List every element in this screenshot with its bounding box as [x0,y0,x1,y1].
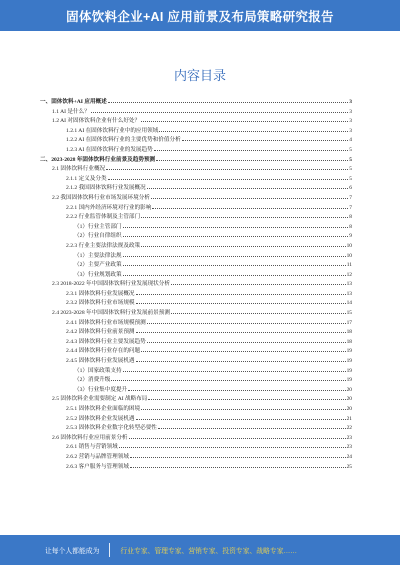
footer-divider [109,543,110,557]
toc-entry-label: 2.1.1 定义及分类 [66,175,107,182]
toc-entry[interactable] [40,229,352,239]
toc-entry-label: 一、固体饮料+AI 应用概述 [40,99,107,105]
toc-entry[interactable] [40,201,352,211]
toc-page-number: 21 [346,415,352,422]
toc-entry[interactable] [40,114,352,124]
toc-entry-label: 2.3.2 固体饮料行业市场规模 [66,300,135,307]
toc-entry-label: 1.2.2 AI 在固体饮料行业的主要优势和价值分析 [66,137,181,144]
toc-page-number: 13 [346,290,352,297]
report-title: 固体饮料企业+AI 应用前景及布局策略研究报告 [66,9,334,24]
toc-leader-dots [152,201,348,209]
toc-page-number: 3 [349,127,352,134]
toc-entry[interactable] [40,133,352,143]
toc-entry[interactable] [40,383,352,393]
toc-page-number: 19 [346,367,352,374]
toc-page-number: 8 [349,214,352,221]
toc-page-number: 23 [346,444,352,451]
toc-entry[interactable] [40,105,352,115]
toc-entry[interactable] [40,210,352,220]
toc-entry-label: 2.5.2 固体饮料企业发展机遇 [66,415,135,422]
toc-leader-dots [123,220,349,228]
toc-entry-label: 2.2.3 行业主要法律法规及政策 [66,242,141,249]
toc-entry-label: 2.4.3 固体饮料行业主要发展趋势 [66,338,146,345]
toc-page-number: 10 [346,252,352,259]
toc-entry-label: 2.2 我国固体饮料行业市场发展环境分析 [52,194,150,201]
toc-page-number: 17 [346,319,352,326]
toc-entry-label: （3）行业集中度提升 [74,386,128,393]
toc-page-number: 19 [346,358,352,365]
toc-leader-dots [171,306,346,314]
toc-page-number: 4 [349,137,352,144]
toc-leader-dots [141,114,348,122]
toc-entry-label: 1.2.3 AI 在固体饮料行业的发展趋势 [66,146,153,153]
toc-entry-label: （2）行业自律组织 [74,233,122,240]
toc-page-number: 20 [346,406,352,412]
toc-page-number: 23 [346,434,352,441]
report-footer [0,535,400,565]
toc-entry-label: 2.6.2 营销与品牌管理领域 [66,453,129,460]
toc-page-number: 3 [349,108,352,115]
toc-entry-label: 2.4.4 固体饮料行业存在的问题 [66,348,141,355]
toc-entry[interactable] [40,392,352,402]
toc-page-number: 14 [346,300,352,307]
toc-entry-label: （2）消费升级 [74,377,111,384]
toc-entry-label: 2.5.1 固体饮料企业面临的困境 [66,406,141,412]
toc-entry[interactable] [40,287,352,297]
toc-entry[interactable] [40,316,352,326]
toc-entry[interactable] [40,440,352,450]
toc-entry[interactable] [40,153,352,163]
toc-page-number: 5 [349,156,352,163]
toc-page-number: 5 [349,166,352,173]
toc-leader-dots [91,105,349,113]
toc-page-number: 12 [346,271,352,278]
toc-entry-label: 2.5 固体饮料企业需要制定 AI 战略布局 [52,396,148,403]
toc-entry-label: 2.2.1 国内外经济环境对行业的影响 [66,204,152,211]
toc-entry-label: （1）国家政策支持 [74,367,122,374]
toc-entry-label: 2.3 2018-2022 年中国固体饮料行业发展现状分析 [52,281,170,288]
toc-leader-dots [136,325,346,333]
toc-leader-dots [123,268,346,276]
toc-leader-dots [108,172,349,180]
toc-entry-label: 1.2 AI 对固体饮料企业有什么好处？ [52,118,141,125]
toc-page-number: 24 [346,453,352,460]
toc-entry[interactable] [40,95,352,105]
toc-entry[interactable] [40,191,352,201]
toc-leader-dots [111,373,345,381]
toc-entry-label: 2.5.3 固体饮料企业数字化转型必要性 [66,425,157,432]
toc-entry[interactable] [40,364,352,374]
toc-leader-dots [129,431,346,439]
toc-page-number: 22 [346,425,352,432]
toc-leader-dots [171,277,346,285]
toc-entry-label: （3）行业规划政策 [74,271,122,278]
toc-leader-dots [136,354,346,362]
toc-page-number: 13 [346,281,352,288]
toc-entry-label: 2.3.1 固体饮料行业发展概况 [66,290,135,297]
toc-leader-dots [182,133,349,141]
toc-entry[interactable] [40,239,352,249]
toc-leader-dots [108,95,349,103]
toc-page-number: 10 [346,242,352,249]
toc-leader-dots [119,440,346,448]
toc-leader-dots [136,296,346,304]
toc-entry-label: 2.6 固体饮料行业应用前景分析 [52,434,128,441]
toc-page-number: 18 [346,329,352,336]
toc-entry[interactable] [40,296,352,306]
toc-page-number: 7 [349,194,352,201]
toc-page-number: 18 [346,338,352,345]
toc-entry-label: 1.1 AI 是什么？ [52,108,90,115]
toc-page-number: 20 [346,386,352,393]
toc-leader-dots [141,210,348,218]
toc-entry-label: 2.4.2 固体饮料行业前景预测 [66,329,135,336]
toc-entry[interactable] [40,268,352,278]
toc-entry-label: 2.4.1 固体饮料行业市场规模预测 [66,319,146,326]
toc-entry[interactable] [40,460,352,470]
toc-leader-dots [123,229,349,237]
toc-leader-dots [128,383,345,391]
toc-entry[interactable] [40,421,352,431]
toc-entry[interactable] [40,344,352,354]
toc-entry-label: 2.4 2023-2028 年中国固体饮料行业发展前景预测 [52,310,170,317]
toc-page-number: 5 [349,146,352,153]
toc-leader-dots [123,258,346,266]
toc-leader-dots [147,335,346,343]
table-of-contents [40,95,352,469]
toc-entry[interactable] [40,162,352,172]
toc-leader-dots [154,143,349,151]
toc-page-number: 15 [346,310,352,317]
toc-page-number: 7 [349,204,352,211]
toc-entry[interactable] [40,220,352,230]
toc-entry-label: 2.6.1 销售与营销领域 [66,444,118,451]
toc-page-number: 11 [346,262,352,269]
toc-leader-dots [141,402,345,410]
toc-entry[interactable] [40,335,352,345]
toc-page-number: 8 [349,223,352,230]
toc-entry[interactable] [40,412,352,422]
toc-page-number: 6 [349,185,352,192]
toc-heading: 内容目录 [173,68,226,83]
toc-page-number: 3 [349,99,352,105]
toc-leader-dots [158,421,346,429]
toc-entry-label: （1）行业主管部门 [74,223,122,230]
toc-leader-dots [123,364,346,372]
toc-entry-label: 2.4.5 固体饮料行业发展机遇 [66,358,135,365]
toc-entry-label: 1.2.1 AI 在固体饮料行业中的应用领域 [66,127,159,134]
toc-entry[interactable] [40,277,352,287]
toc-entry[interactable] [40,172,352,182]
toc-page-number: 19 [346,348,352,355]
toc-entry[interactable] [40,450,352,460]
toc-page-number: 25 [346,463,352,470]
footer-slogan: 让每个人都能成为 [45,548,100,555]
toc-entry[interactable] [40,325,352,335]
toc-leader-dots [148,392,345,400]
toc-page-number: 3 [349,118,352,125]
toc-entry-label: 2.1.2 我国固体饮料行业发展概况 [66,185,146,192]
toc-entry-label: （2）主要产业政策 [74,262,122,269]
toc-leader-dots [147,316,346,324]
toc-leader-dots [156,153,348,161]
toc-entry-label: （1）主要法律法规 [74,252,122,259]
toc-leader-dots [141,239,345,247]
toc-entry-label: 二、2023-2028 年固体饮料行业前景及趋势预测 [40,156,156,163]
toc-entry-label: 2.6.3 客户服务与管理领域 [66,463,129,470]
report-header [0,0,400,31]
toc-entry[interactable] [40,402,352,412]
toc-entry[interactable] [40,306,352,316]
toc-entry[interactable] [40,354,352,364]
toc-leader-dots [147,181,349,189]
toc-page-number: 5 [349,175,352,182]
footer-roles: 行业专家、管理专家、营销专家、投资专家、战略专家…… [120,548,298,555]
toc-page-number: 20 [346,396,352,403]
toc-entry[interactable] [40,258,352,268]
toc-leader-dots [141,344,345,352]
toc-entry[interactable] [40,249,352,259]
toc-entry-label: 2.1 固体饮料行业概况 [52,166,106,173]
toc-leader-dots [123,249,346,257]
toc-leader-dots [130,460,346,468]
toc-leader-dots [130,450,346,458]
toc-entry[interactable] [40,124,352,134]
toc-entry-label: 2.2.2 行业监管体制及主管部门 [66,214,141,221]
toc-entry[interactable] [40,431,352,441]
toc-entry[interactable] [40,373,352,383]
toc-leader-dots [151,191,348,199]
toc-leader-dots [136,287,346,295]
toc-leader-dots [106,162,348,170]
toc-leader-dots [159,124,348,132]
toc-page-number: 9 [349,233,352,240]
toc-page-number: 19 [346,377,352,384]
toc-leader-dots [136,412,346,420]
toc-entry[interactable] [40,143,352,153]
toc-entry[interactable] [40,181,352,191]
